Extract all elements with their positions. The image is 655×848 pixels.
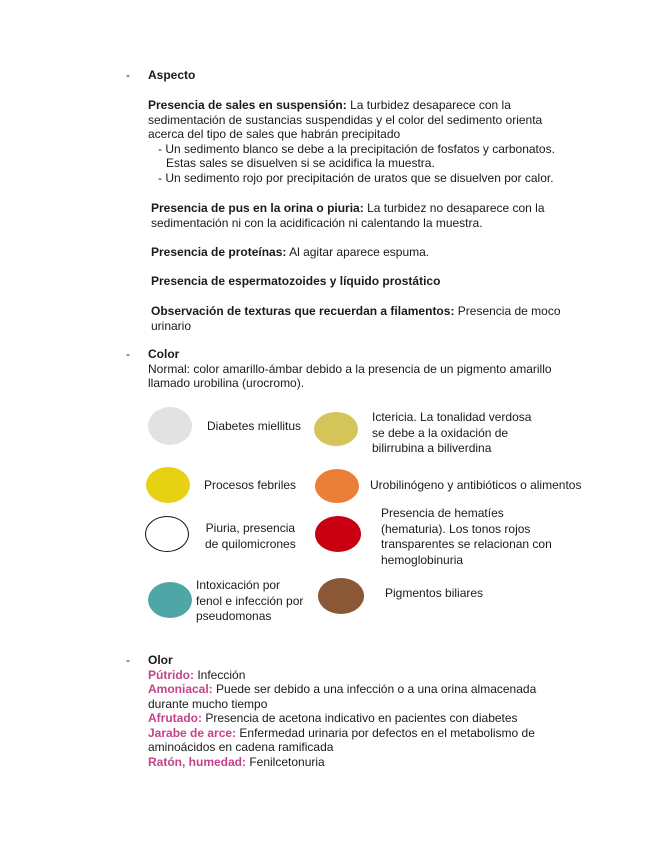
sales-text-line2: sedimentación de sustancias suspendidas y el color del sedimento orienta [148,112,543,127]
texturas-paragraph [151,304,571,333]
pus-text-line1: La turbidez no desaparece con la [363,201,545,215]
swatch-ictericia-line3: bilirrubina a biliverdina [372,441,492,455]
swatch-intoxicacion-line2: fenol e infección por [196,593,304,608]
olor-item-jarabe [148,726,588,741]
olor-section [148,653,588,769]
pus-paragraph [151,201,571,230]
swatch-ictericia-line2: se debe a la oxidación de [372,425,509,440]
olor-text-amoniacal-line2: durante mucho tiempo [148,696,268,711]
sales-text-line3: acerca del tipo de sales que habrán precipitado [148,127,401,141]
sales-item1-line2: Estas sales se disuelven si se acidifica la muestra. [166,156,435,170]
swatch-intoxicacion [148,582,192,618]
olor-text-raton: Fenilcetonuria [246,754,325,769]
olor-text-afrutado: Presencia de acetona indicativo en pacientes con diabetes [202,711,518,725]
proteinas-text: Al agitar aparece espuma. [286,245,430,259]
color-heading: Color [148,347,180,361]
sales-title: Presencia de sales en suspensión: [148,98,347,112]
sales-item2: - Un sedimento rojo por precipitación de uratos que se disuelven por calor. [158,170,554,185]
swatch-diabetes [148,407,192,445]
pus-text-line2: sedimentación ni con la acidificación ni calentando la muestra. [151,215,483,230]
olor-term-jarabe: Jarabe de arce: [148,725,237,740]
sales-text-line1: La turbidez desaparece con la [346,98,511,112]
swatch-ictericia-label [372,410,531,457]
pus-title: Presencia de pus en la orina o piuria: [151,201,364,215]
swatch-hematies-line4: hemoglobinuria [381,552,464,567]
olor-term-raton: Ratón, humedad: [148,754,246,769]
sales-item1-line1: - Un sedimento blanco se debe a la precipitación de fosfatos y carbonatos. [158,141,555,156]
swatch-hematies-line3: transparentes se relacionan con [381,537,552,551]
swatch-hematies-line1: Presencia de hematíes [381,506,504,520]
swatch-urobilinogeno [315,469,359,503]
swatch-hematies [315,516,361,552]
swatch-piuria-line1: Piuria, presencia [205,521,296,535]
olor-text-amoniacal: Puede ser debido a una infección o a una orina almacenada [212,682,537,696]
swatch-pigmentos [318,578,364,614]
texturas-text-line1: Presencia de moco [454,304,561,318]
swatch-piuria-line2: de quilomicrones [205,536,296,551]
olor-item-raton [148,755,588,770]
olor-term-putrido: Pútrido: [148,667,194,682]
esperma-title: Presencia de espermatozoides y líquido prostático [151,274,441,288]
swatch-diabetes-label: Diabetes miellitus [207,419,302,433]
swatch-urobilinogeno-label: Urobilinógeno y antibióticos o alimentos [370,478,582,492]
color-bullet: - [126,347,130,361]
swatch-ictericia [314,412,358,446]
olor-text-jarabe-line2: aminoácidos en cadena ramificada [148,740,334,754]
color-section [148,347,578,391]
swatch-intoxicacion-line1: Intoxicación por [196,578,281,592]
sales-paragraph [148,98,568,185]
olor-term-amoniacal: Amoniacal: [148,682,213,696]
swatch-intoxicacion-line3: pseudomonas [196,609,272,623]
swatch-ictericia-line1: Ictericia. La tonalidad verdosa [372,410,532,424]
color-normal-line2: llamado urobilina (urocromo). [148,376,305,390]
swatch-hematies-label [381,506,552,568]
olor-text-putrido: Infección [194,667,246,682]
olor-bullet: - [126,653,130,667]
color-normal-line1: Normal: color amarillo-ámbar debido a la presencia de un pigmento amarillo [148,361,552,376]
swatch-febriles-label: Procesos febriles [204,478,297,492]
texturas-text-line2: urinario [151,318,192,333]
proteinas-paragraph [151,245,429,260]
olor-text-jarabe: Enfermedad urinaria por defectos en el metabolismo de [236,725,535,740]
swatch-febriles [146,467,190,503]
olor-item-amoniacal [148,682,588,697]
aspecto-bullet: - [126,68,130,82]
olor-heading: Olor [148,653,173,667]
swatch-pigmentos-label: Pigmentos biliares [385,586,484,600]
swatch-piuria [145,516,189,552]
proteinas-title: Presencia de proteínas: [151,245,287,259]
aspecto-heading: Aspecto [148,68,196,82]
olor-term-afrutado: Afrutado: [148,711,202,725]
swatch-intoxicacion-label [196,578,303,625]
olor-item-putrido [148,668,588,683]
olor-item-afrutado [148,711,588,726]
swatch-piuria-label [205,521,296,552]
swatch-hematies-line2: (hematuria). Los tonos rojos [381,521,531,536]
texturas-title: Observación de texturas que recuerdan a filamentos: [151,304,455,318]
